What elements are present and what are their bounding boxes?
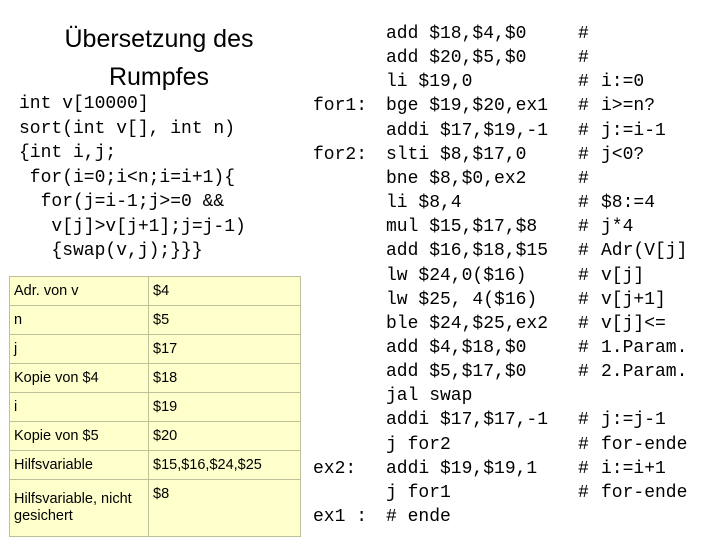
assembly-comment: j:=j-1 — [601, 410, 666, 431]
assembly-instruction: ble $24,$25,ex2 — [386, 313, 549, 334]
assembly-instruction: li $19,0 — [386, 72, 473, 93]
comment-marker: # — [578, 144, 589, 165]
c-code-line: for(i=0;i<n;i=i+1){ — [19, 167, 236, 188]
assembly-label: for2: — [313, 144, 368, 165]
comment-marker: # — [578, 482, 589, 503]
register-cell: $17 — [149, 335, 301, 364]
register-table — [9, 276, 301, 537]
assembly-comment: for-ende — [601, 482, 688, 503]
comment-marker: # — [578, 289, 589, 310]
assembly-comment: for-ende — [601, 434, 688, 455]
c-source-code — [19, 92, 246, 264]
c-code-line: sort(int v[], int n) — [19, 118, 236, 139]
table-row — [10, 451, 301, 480]
comment-marker: # — [578, 24, 589, 44]
assembly-comment: j<0? — [601, 144, 645, 165]
assembly-label: ex2: — [313, 458, 357, 479]
register-cell: $20 — [149, 422, 301, 451]
assembly-comment: 2.Param. — [601, 362, 688, 383]
assembly-comment: j:=i-1 — [601, 120, 666, 141]
slide-title — [14, 20, 304, 96]
assembly-instruction: addi $17,$17,-1 — [386, 410, 549, 431]
comment-marker: # — [578, 362, 589, 383]
comment-marker: # — [578, 193, 589, 214]
assembly-instruction: addi $17,$19,-1 — [386, 120, 549, 141]
assembly-comment: i>=n? — [601, 96, 656, 117]
assembly-instruction: bne $8,$0,ex2 — [386, 168, 527, 189]
variable-cell: Hilfsvariable — [10, 451, 149, 480]
assembly-comment: v[j]<= — [601, 313, 666, 334]
variable-cell: i — [10, 393, 149, 422]
assembly-instruction: addi $19,$19,1 — [386, 458, 538, 479]
assembly-comment: i:=i+1 — [601, 458, 666, 479]
comment-marker: # — [578, 265, 589, 286]
comment-marker: # — [578, 241, 589, 262]
assembly-instruction: add $5,$17,$0 — [386, 362, 527, 383]
c-code-line: {swap(v,j);}}} — [19, 241, 203, 261]
register-cell: $18 — [149, 364, 301, 393]
title-line-1: Übersetzung des — [64, 25, 254, 53]
table-row — [10, 393, 301, 422]
comment-marker: # — [578, 434, 589, 455]
comment-marker: # — [578, 72, 589, 93]
table-row — [10, 306, 301, 335]
assembly-comment: 1.Param. — [601, 337, 688, 358]
variable-cell: Hilfsvariable, nicht gesichert — [10, 480, 149, 537]
register-cell: $5 — [149, 306, 301, 335]
assembly-instruction: bge $19,$20,ex1 — [386, 96, 549, 117]
comment-marker: # — [578, 410, 589, 431]
assembly-comment: Adr(V[j] — [601, 241, 688, 262]
c-code-line: {int i,j; — [19, 143, 117, 163]
table-row — [10, 277, 301, 306]
assembly-instruction: add $18,$4,$0 — [386, 24, 527, 44]
register-cell: $19 — [149, 393, 301, 422]
c-code-line: int v[10000] — [19, 94, 149, 114]
comment-marker: # — [578, 458, 589, 479]
assembly-instruction: add $20,$5,$0 — [386, 48, 527, 69]
register-cell: $15,$16,$24,$25 — [149, 451, 301, 480]
comment-marker: # — [578, 337, 589, 358]
comment-marker: # — [578, 313, 589, 334]
title-line-2: Rumpfes — [108, 63, 210, 91]
table-row — [10, 480, 301, 537]
table-row — [10, 335, 301, 364]
comment-marker: # — [578, 120, 589, 141]
assembly-instruction: li $8,4 — [386, 193, 462, 214]
assembly-instruction: mul $15,$17,$8 — [386, 217, 538, 238]
assembly-instruction: j for2 — [386, 434, 451, 455]
c-code-line: for(j=i-1;j>=0 && — [19, 192, 225, 212]
variable-cell: n — [10, 306, 149, 335]
assembly-instruction: lw $25, 4($16) — [386, 289, 538, 310]
assembly-instruction: jal swap — [386, 386, 473, 407]
assembly-instruction: add $16,$18,$15 — [386, 241, 549, 262]
assembly-instruction: j for1 — [386, 482, 451, 503]
variable-cell: Kopie von $4 — [10, 364, 149, 393]
assembly-instruction: lw $24,0($16) — [386, 265, 527, 286]
assembly-comment: v[j+1] — [601, 289, 666, 310]
c-code-line: v[j]>v[j+1];j=j-1) — [19, 216, 246, 237]
assembly-label: for1: — [313, 96, 368, 117]
variable-cell: j — [10, 335, 149, 364]
comment-marker: # — [578, 168, 589, 189]
register-cell: $4 — [149, 277, 301, 306]
variable-cell: Kopie von $5 — [10, 422, 149, 451]
comment-marker: # — [578, 48, 589, 69]
assembly-instruction: # ende — [386, 507, 451, 527]
table-row — [10, 364, 301, 393]
assembly-instruction: slti $8,$17,0 — [386, 144, 527, 165]
register-cell: $8 — [149, 480, 301, 537]
variable-cell: Adr. von v — [10, 277, 149, 306]
table-row — [10, 422, 301, 451]
assembly-comment: j*4 — [601, 217, 634, 238]
assembly-label: ex1 : — [313, 507, 368, 527]
assembly-comment: i:=0 — [601, 72, 645, 93]
assembly-comment: v[j] — [601, 265, 645, 286]
assembly-comment: $8:=4 — [601, 193, 656, 214]
assembly-instruction: add $4,$18,$0 — [386, 337, 527, 358]
comment-marker: # — [578, 217, 589, 238]
comment-marker: # — [578, 96, 589, 117]
